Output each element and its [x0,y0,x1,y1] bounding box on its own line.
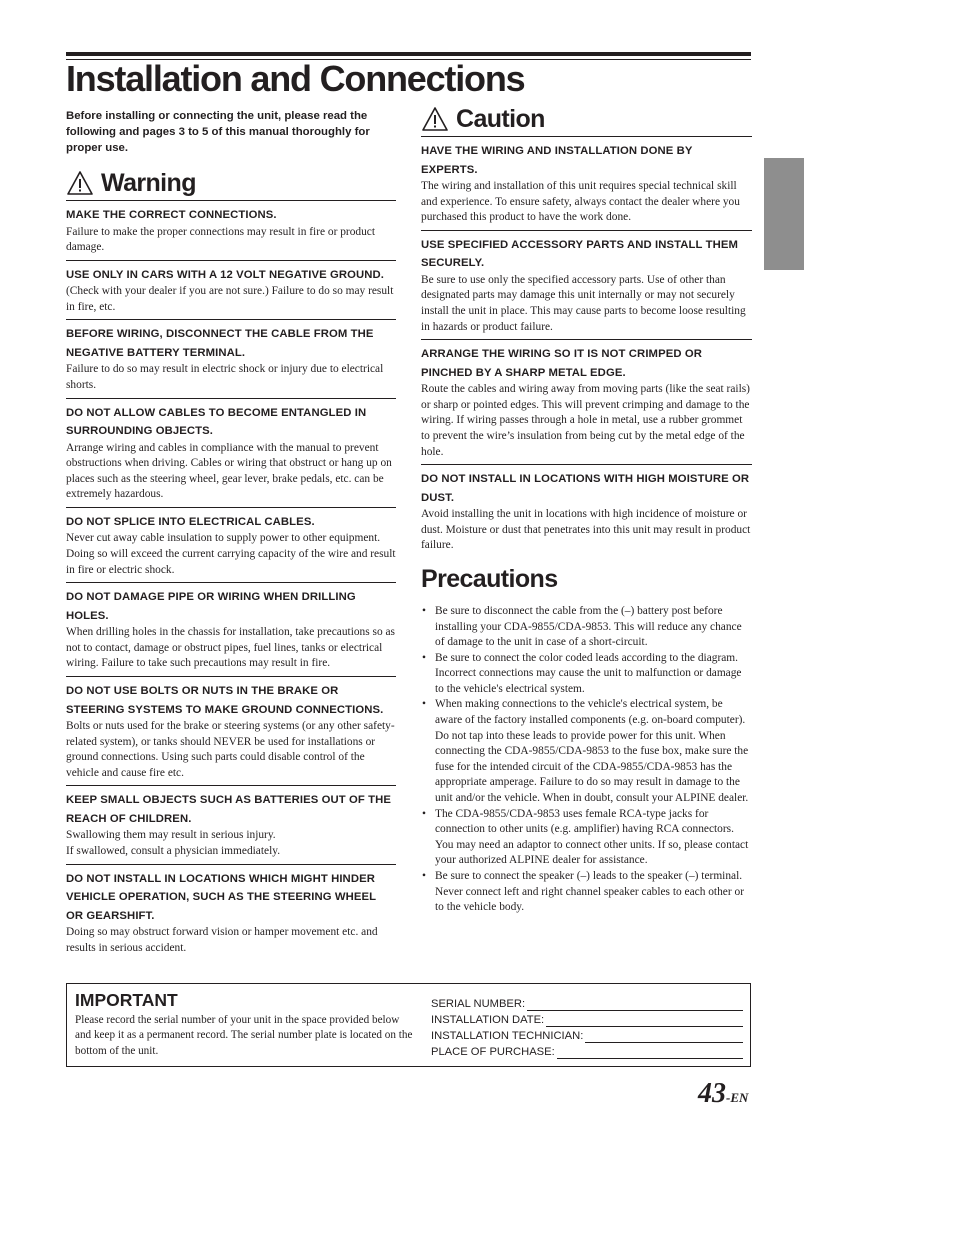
warning-item-text: Failure to do so may result in electric shock or injury due to electrical shorts. [66,363,384,391]
warning-item-title: KEEP SMALL OBJECTS SUCH AS BATTERIES OUT OF THE REACH OF CHILDREN. [66,794,392,825]
warning-item [66,677,396,786]
caution-item-title: USE SPECIFIED ACCESSORY PARTS AND INSTALL THEM SECURELY. [421,238,738,270]
warning-item [66,865,396,961]
warning-item [66,261,396,321]
caution-item-text: Avoid installing the unit in locations with high incidence of moisture or dust. Moisture or dust that penetrates into this unit may result in product failure. [421,508,751,552]
important-heading: IMPORTANT [75,990,178,1010]
warning-item [66,320,396,398]
precaution-bullet: • The CDA-9855/CDA-9853 uses female RCA-type jacks for connection to other units (e.g. amplifier) having RCA connectors. You may need an adaptor to connect other units. If so, please contact your authorized ALPINE dealer for assistance. [421,807,752,869]
caution-item-title: ARRANGE THE WIRING SO IT IS NOT CRIMPED OR PINCHED BY A SHARP METAL EDGE. [421,348,702,379]
installation-technician-line[interactable] [585,1031,743,1043]
warning-item-text: Doing so may obstruct forward vision or hamper movement etc. and results in serious accident. [66,926,378,954]
warning-item [66,201,396,261]
page-title: Installation and Connections [66,58,525,99]
caution-heading-text: Caution [456,105,545,133]
warning-heading [66,168,396,201]
warning-item-text: Never cut away cable insulation to supply power to other equipment. Doing so will exceed the current carrying capacity of the wire and result in fire or electric shock. [66,532,396,576]
warning-item [66,583,396,677]
warning-item-text: Failure to make the proper connections may result in fire or product damage. [66,225,376,254]
intro-text: Before installing or connecting the unit, please read the following and pages 3 to 5 of this manual thoroughly for proper use. [66,110,370,154]
warning-item-text: (Check with your dealer if you are not sure.) Failure to do so may result in fire, etc. [66,285,394,313]
caution-item [421,340,752,465]
important-box [66,983,751,1067]
installation-date-field[interactable] [431,1014,743,1027]
warning-item-title: MAKE THE CORRECT CONNECTIONS. [66,209,277,221]
precautions-list [421,604,752,916]
installation-date-line[interactable] [546,1015,743,1027]
installation-date-label: INSTALLATION DATE: [431,1014,545,1026]
warning-item-text: Bolts or nuts used for the brake or steering systems (or any other safety-related system), or tanks should NEVER be used for installations or ground connections. Using such parts could disable control of the vehicle and cause fire etc. [66,720,395,779]
section-tab-marker [764,158,804,270]
warning-item-title: DO NOT USE BOLTS OR NUTS IN THE BRAKE OR STEERING SYSTEMS TO MAKE GROUND CONNECTIONS. [66,685,384,716]
place-of-purchase-label: PLACE OF PURCHASE: [431,1046,555,1058]
installation-technician-field[interactable] [431,1030,743,1043]
place-of-purchase-field[interactable] [431,1046,743,1059]
precaution-bullet: • Be sure to connect the speaker (–) leads to the speaker (–) terminal. Never connect left and right channel speaker cables to each other or to the vehicle body. [421,869,752,916]
warning-item-text-line: Swallowing them may result in serious injury. [66,829,276,842]
caution-item [421,465,752,558]
page-number-suffix: -EN [726,1090,749,1105]
warning-heading-text: Warning [101,169,196,197]
warning-item-text-line: If swallowed, consult a physician immediately. [66,844,281,857]
precaution-bullet: • Be sure to connect the color coded leads according to the diagram. Incorrect connections may cause the unit to malfunction or damage to the vehicle's electrical system. [421,651,752,698]
caution-item-title: DO NOT INSTALL IN LOCATIONS WITH HIGH MOISTURE OR DUST. [421,473,750,504]
precautions-heading [421,564,752,596]
warning-item [66,399,396,508]
warning-item-title: DO NOT DAMAGE PIPE OR WIRING WHEN DRILLING HOLES. [66,591,356,622]
page-number-value: 43 [698,1078,726,1109]
caution-item [421,137,752,231]
caution-item-text: Be sure to use only the specified accessory parts. Use of other than designated parts may damage this unit internally or may not securely install the unit in place. This may cause parts to become loose resulting in hazards or product failure. [421,273,746,333]
page-number [698,1078,748,1110]
precautions-heading-text: Precautions [421,564,558,593]
warning-item-text: Arrange wiring and cables in compliance with the manual to prevent obstructions when driving. Cables or wiring that obstruct or hang up on places such as the steering wheel, gear lever, brake pedals, etc. can be extremely hazardous. [66,441,392,501]
caution-item-text: The wiring and installation of this unit requires special technical skill and experience. To ensure safety, always contact the dealer where you purchased this product to have the work done. [421,180,740,224]
left-column [66,108,396,960]
warning-item-text: When drilling holes in the chassis for installation, take precautions so as not to contact, damage or obstruct pipes, fuel lines, tanks or electrical wiring. Failure to take such precautions may result in fire. [66,626,395,670]
serial-number-field[interactable] [431,998,743,1011]
warning-item [66,508,396,583]
installation-technician-label: INSTALLATION TECHNICIAN: [431,1030,584,1042]
place-of-purchase-line[interactable] [557,1047,743,1059]
precaution-bullet: • Be sure to disconnect the cable from the (–) battery post before installing your CDA-9855/CDA-9853. This will reduce any chance of damage to the unit in case of a short-circuit. [421,604,752,651]
caution-triangle-icon [421,106,449,132]
caution-item [421,231,752,340]
serial-number-label: SERIAL NUMBER: [431,998,526,1010]
caution-item-title: HAVE THE WIRING AND INSTALLATION DONE BY EXPERTS. [421,145,693,176]
warning-item-title: USE ONLY IN CARS WITH A 12 VOLT NEGATIVE GROUND. [66,268,385,281]
warning-triangle-icon [66,170,94,196]
right-column [421,104,752,916]
caution-heading [421,104,752,137]
precaution-bullet: • When making connections to the vehicle's electrical system, be aware of the factory installed components (e.g. on-board computer). Do not tap into these leads to provide power for this unit. When connecting the CDA-9855/CDA-9853 to the fuse box, make sure the fuse for the intended circuit of the CDA-9855/CDA-9853 has the appropriate amperage. Failure to do so may result in damage to the unit and/or the vehicle. When in doubt, consult your ALPINE dealer. [421,697,752,806]
important-text: Please record the serial number of your unit in the space provided below and keep it as a permanent record. The serial number plate is located on the bottom of the unit. [75,1014,413,1057]
caution-item-text: Route the cables and wiring away from moving parts (like the seat rails) or sharp or pointed edges. This will prevent crimping and damage to the wiring. If wiring passes through a hole in metal, use a rubber grommet to prevent the wire’s insulation from being cut by the metal edge of the hole. [421,383,750,458]
warning-item-title: DO NOT ALLOW CABLES TO BECOME ENTANGLED IN SURROUNDING OBJECTS. [66,406,367,438]
warning-item-title: BEFORE WIRING, DISCONNECT THE CABLE FROM THE NEGATIVE BATTERY TERMINAL. [66,328,374,359]
warning-item-title: DO NOT SPLICE INTO ELECTRICAL CABLES. [66,515,315,528]
warning-item-title: DO NOT INSTALL IN LOCATIONS WHICH MIGHT HINDER VEHICLE OPERATION, SUCH AS THE STEERING WHEEL OR GEARSHIFT. [66,872,376,922]
serial-number-line[interactable] [527,999,743,1011]
warning-item [66,786,396,864]
